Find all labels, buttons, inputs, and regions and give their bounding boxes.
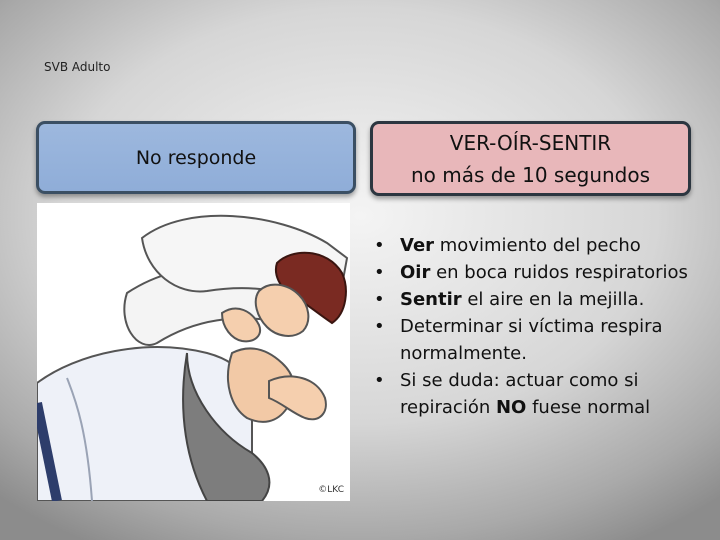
no-response-label: No responde: [135, 146, 257, 169]
bullet-text: fuese normal: [526, 397, 651, 418]
no-response-box: [36, 121, 356, 194]
bullet-text: movimiento del pecho: [434, 235, 641, 256]
bullet-keyword: Ver: [400, 235, 435, 256]
see-hear-feel-box: [370, 121, 691, 196]
bullet-determinar: [374, 313, 694, 367]
illustration-credit: ©LKC: [318, 485, 344, 495]
bullet-sentir: [374, 286, 694, 313]
bullet-text: en boca ruidos respiratorios: [430, 262, 688, 283]
bullet-si-se-duda: [374, 367, 694, 421]
bullet-keyword: NO: [495, 397, 527, 418]
breathing-check-bullet-list: [374, 232, 694, 421]
breathing-check-drawing: [37, 203, 350, 501]
rescuer-checking-breathing-illustration: [37, 203, 350, 501]
time-limit-text: no más de 10 segundos: [410, 162, 651, 187]
bullet-keyword: Sentir: [400, 289, 462, 310]
slide-title: SVB Adulto: [44, 60, 111, 74]
bullet-text: el aire en la mejilla.: [461, 289, 645, 310]
see-hear-feel-heading: VER-OÍR-SENTIR: [449, 130, 612, 155]
bullet-text: Determinar si víctima respira normalmente.: [400, 316, 663, 364]
bullet-keyword: Oir: [400, 262, 431, 283]
bullet-oir: [374, 259, 694, 286]
bullet-text: Si se duda: actuar como si repiración: [400, 370, 639, 418]
bullet-ver: [374, 232, 694, 259]
